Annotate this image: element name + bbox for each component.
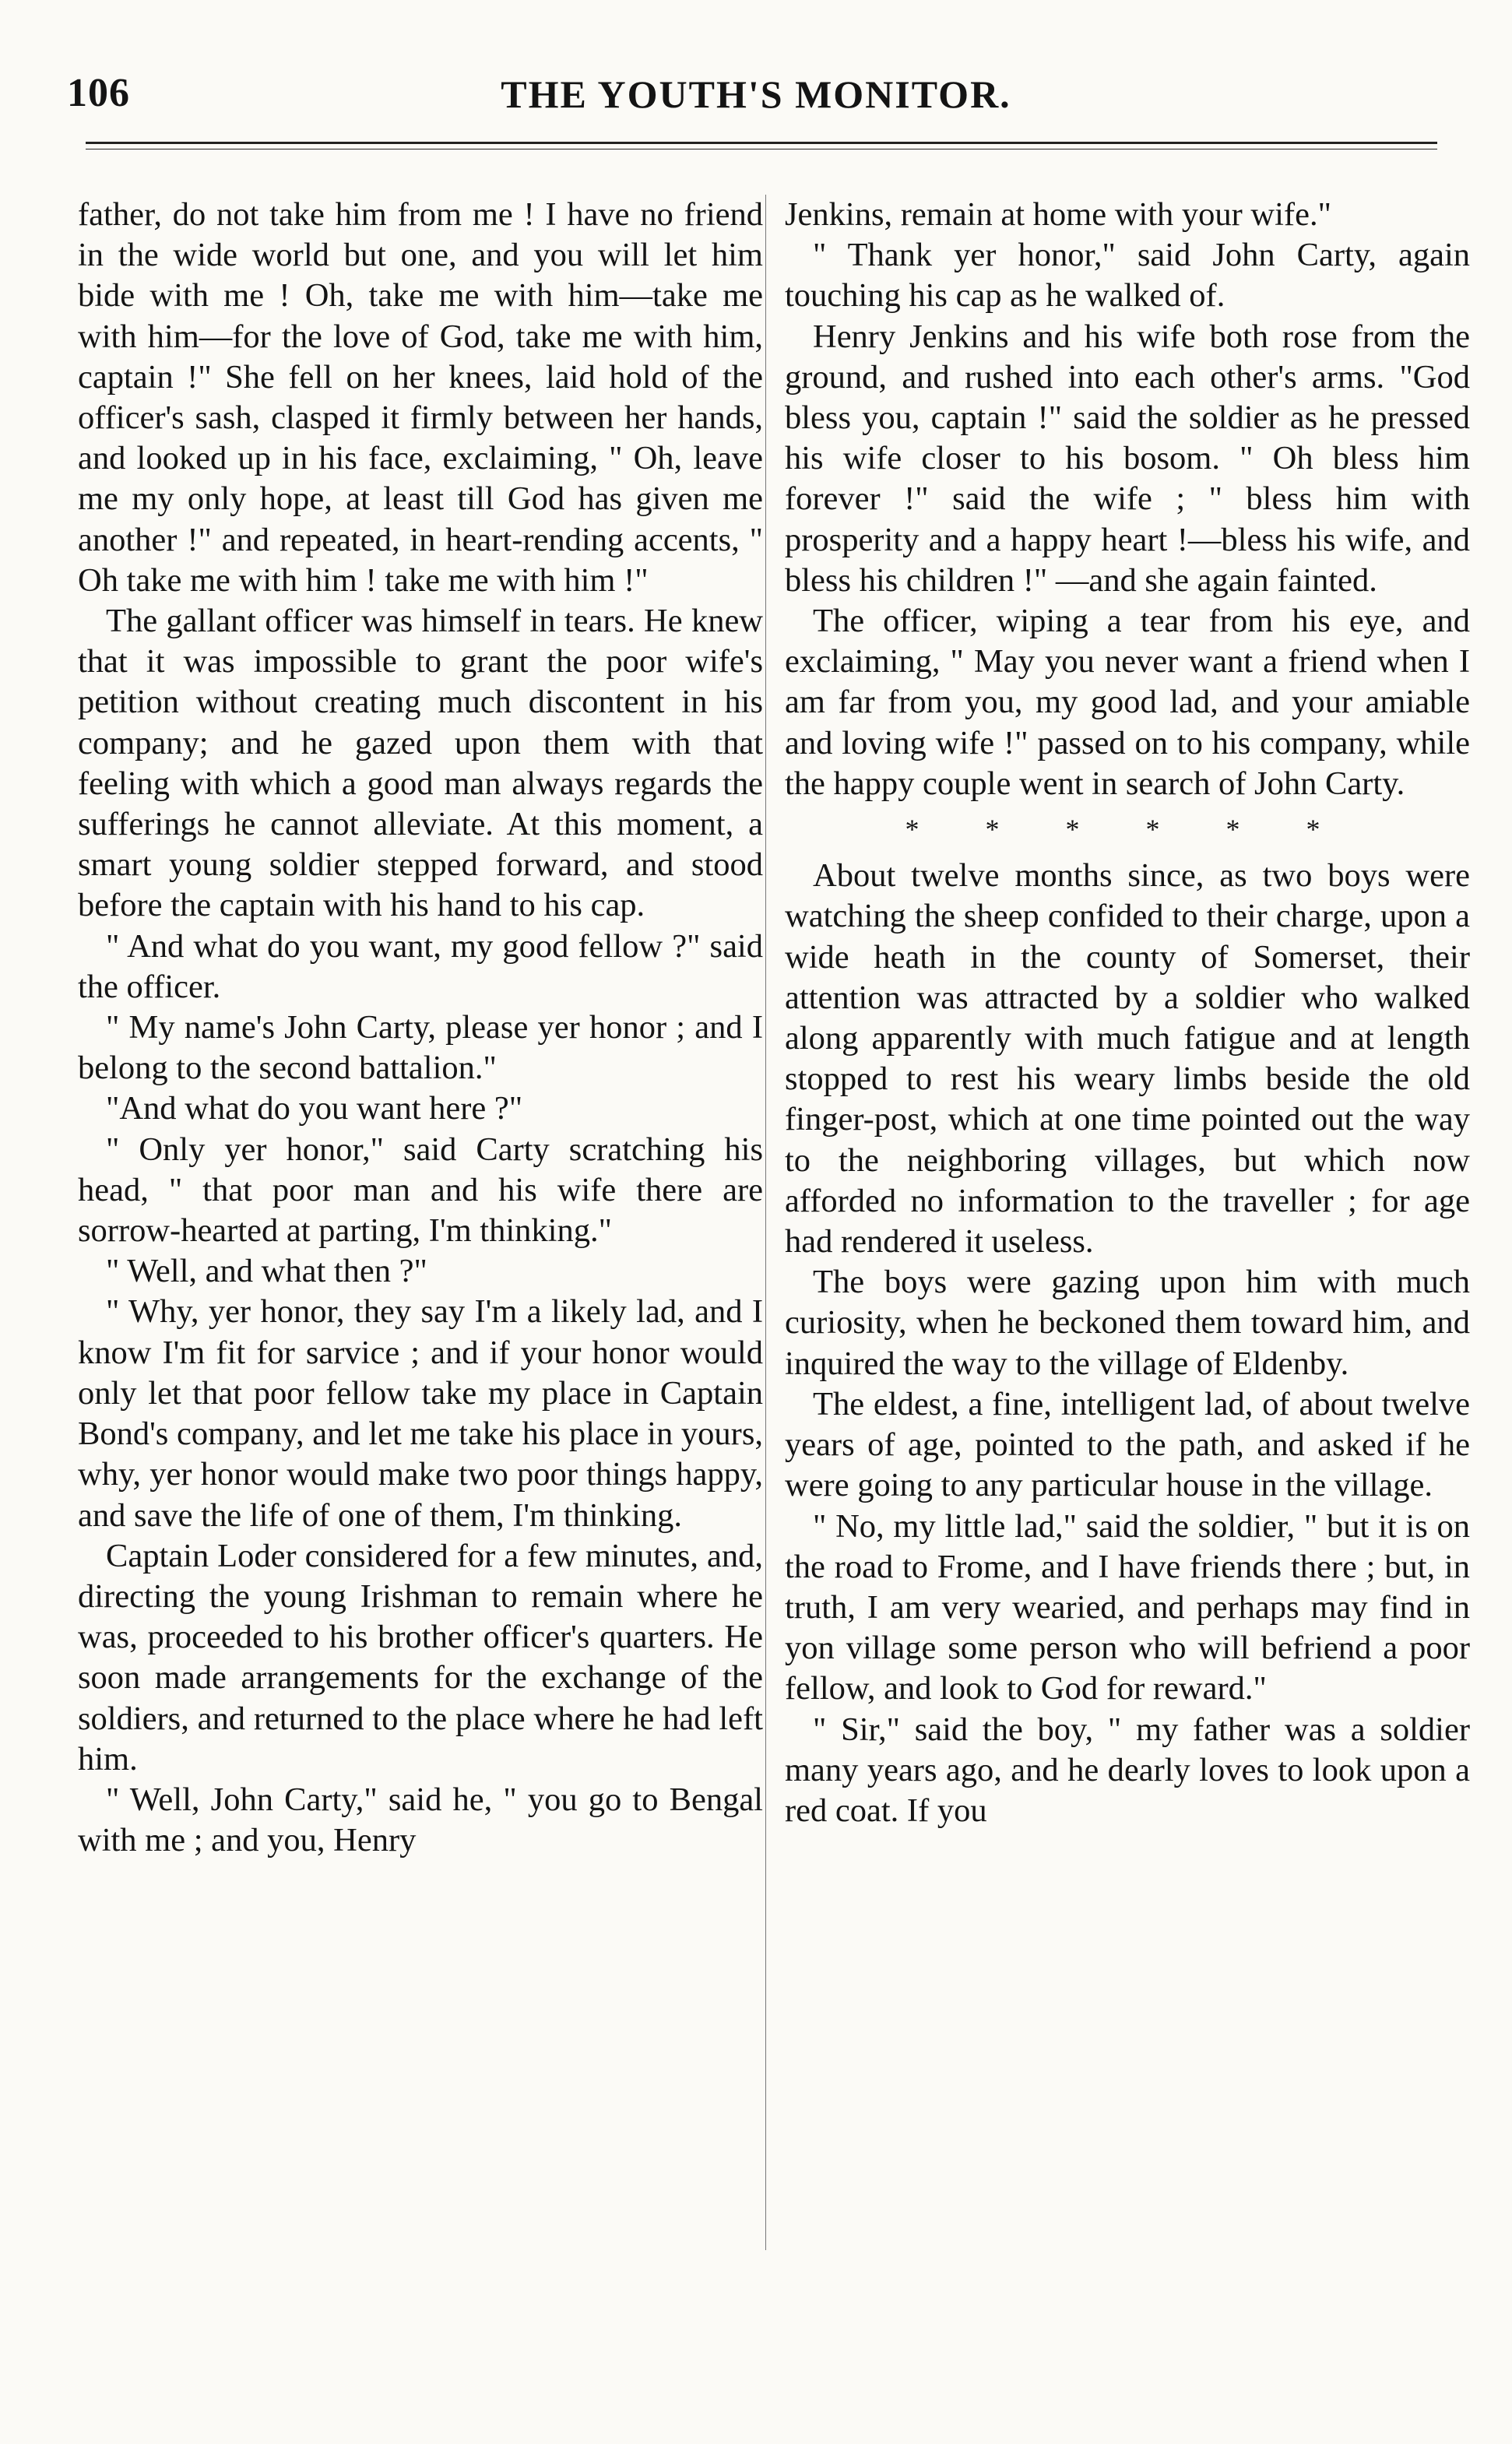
paragraph: The gallant officer was himself in tears. He knew that it was impossible to grant the poor wife's petition without creating much discontent in his company; and he gazed upon them with that feeling with which a good man always regards the sufferings he cannot alleviate. At this moment, a smart young soldier stepped forward, and stood before the captain with his hand to his cap. (78, 603, 763, 924)
header-rule (86, 142, 1437, 149)
section-break-stars: * * * * * * (905, 814, 1350, 846)
paragraph: " No, my little lad," said the soldier, " but it is on the road to Frome, and I have friends there ; but, in truth, I am very wearied, and perhaps may find in yon village some person who will befriend a poor fellow, and look to God for reward." (785, 1507, 1470, 1707)
paragraph: father, do not take him from me ! I have no friend in the wide world but one, and you will let him bide with me ! Oh, take me with him—take me with him—for the love of God, take me with him, captain !" She fell on her knees, laid hold of the officer's sash, clasped it firmly between her hands, and looked up in his face, exclaiming, " Oh, leave me my only hope, at least till God has given me another !" and repeated, in heart-rending accents, " Oh take me with him ! take me with him !" (78, 196, 763, 599)
paragraph: " And what do you want, my good fellow ?" said the officer. (78, 927, 763, 1005)
paragraph: " Only yer honor," said Carty scratching his head, " that poor man and his wife there are sorrow-hearted at parting, I'm thinking." (78, 1131, 763, 1250)
paragraph: " Sir," said the boy, " my father was a soldier many years ago, and he dearly loves to look upon a red coat. If you (785, 1711, 1470, 1829)
paragraph: Henry Jenkins and his wife both rose from the ground, and rushed into each other's arms. "God bless you, captain !" said the soldier as he pressed his wife closer to his bosom. " Oh bless him forever !" said the wife ; " bless him with prosperity and a happy heart !—bless his wife, and bless his children !" —and she again fainted. (785, 318, 1470, 599)
paragraph: The officer, wiping a tear from his eye, and exclaiming, " May you never want a friend when I am far from you, my good lad, and your amiable and loving wife !" passed on to his company, while the happy couple went in search of John Carty. (785, 603, 1470, 802)
left-column (78, 195, 763, 1861)
paragraph: Jenkins, remain at home with your wife." (785, 196, 1331, 233)
paragraph: " Well, John Carty," said he, " you go to Bengal with me ; and you, Henry (78, 1781, 763, 1859)
paragraph: " Why, yer honor, they say I'm a likely lad, and I know I'm fit for sarvice ; and if your honor would only let that poor fellow take my place in Captain Bond's company, and let me take his place in yours, why, yer honor would make two poor things happy, and save the life of one of them, I'm thinking. (78, 1293, 763, 1534)
column-divider (765, 195, 766, 2250)
paragraph: The eldest, a fine, intelligent lad, of about twelve years of age, pointed to the path, and asked if he were going to any particular house in the village. (785, 1385, 1470, 1504)
paragraph: " Well, and what then ?" (106, 1253, 427, 1290)
paragraph: " My name's John Carty, please yer honor ; and I belong to the second battalion." (78, 1009, 763, 1087)
paragraph: About twelve months since, as two boys were watching the sheep confided to their charge, upon a wide heath in the county of Somerset, their attention was attracted by a soldier who walked along apparently with much fatigue and at length stopped to rest his weary limbs beside the old finger-post, which at one time pointed out the way to the neighboring villages, but which now afforded no information to the traveller ; for age had rendered it useless. (785, 857, 1470, 1261)
right-column (785, 195, 1470, 1831)
paragraph: The boys were gazing upon him with much curiosity, when he beckoned them toward him, and inquired the way to the village of Eldenby. (785, 1264, 1470, 1382)
paragraph: Captain Loder considered for a few minutes, and, directing the young Irishman to remain where he was, proceeded to his brother officer's quarters. He soon made arrangements for the exchange of the soldiers, and returned to the place where he had left him. (78, 1537, 763, 1778)
running-title: THE YOUTH'S MONITOR. (501, 72, 1011, 116)
paragraph: " Thank yer honor," said John Carty, again touching his cap as he walked of. (785, 237, 1470, 315)
page-number: 106 (67, 71, 130, 115)
paragraph: "And what do you want here ?" (106, 1090, 523, 1127)
